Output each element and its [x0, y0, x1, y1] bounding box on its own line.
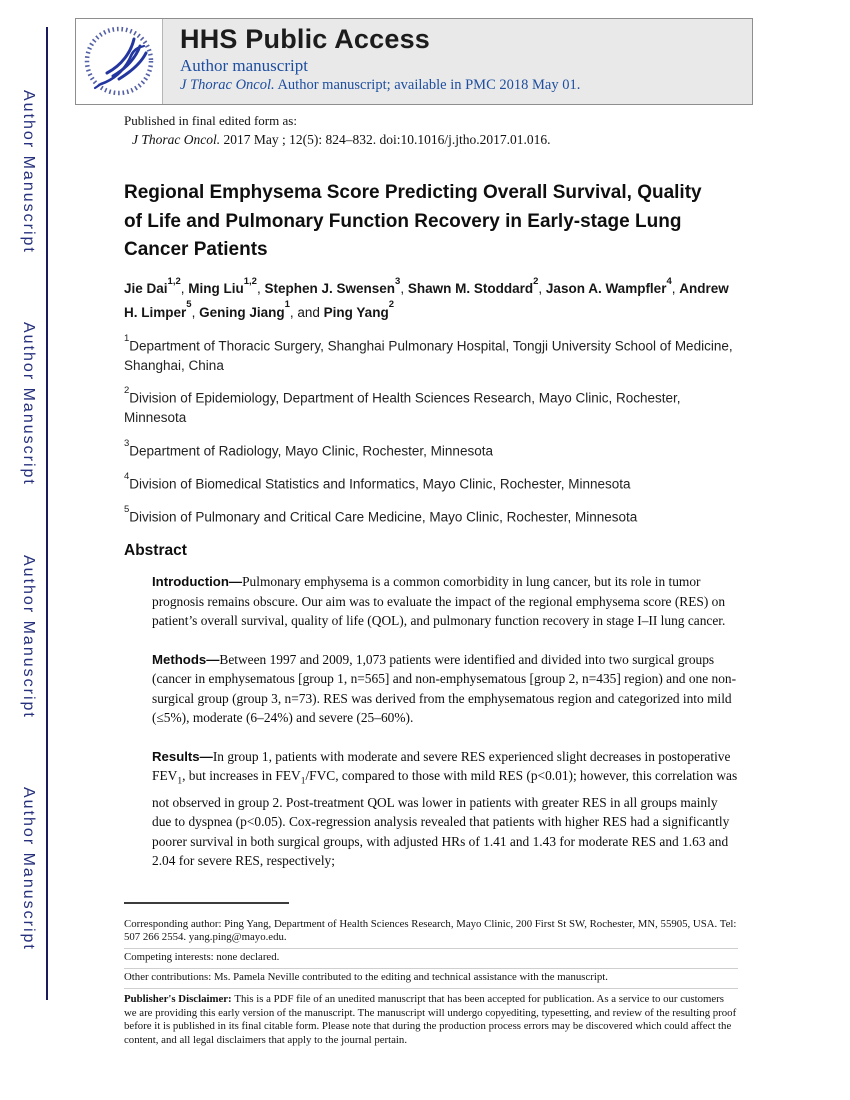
abstract-methods — [152, 650, 738, 735]
author-affiliation-marker: 5 — [186, 299, 192, 310]
banner-citation — [180, 77, 580, 94]
affiliation-marker: 4 — [124, 470, 130, 482]
footnote-text: Other contributions: Ms. Pamela Neville contributed to the editing and technical assistance with the manuscript. — [124, 971, 608, 984]
published-as-block — [124, 112, 753, 148]
author — [323, 299, 394, 320]
journal-name: J Thorac Oncol. — [132, 132, 221, 147]
text-run — [152, 652, 736, 726]
section-text — [152, 749, 737, 868]
author — [124, 275, 189, 296]
affiliation-marker: 5 — [124, 503, 130, 515]
footnote — [124, 948, 738, 968]
author — [264, 275, 408, 296]
footnote-entries — [124, 915, 738, 987]
author-separator: , — [180, 281, 189, 296]
section-label: Introduction— — [152, 574, 243, 589]
subscript: 1 — [177, 777, 183, 788]
author-name: Andrew H. Limper — [124, 281, 729, 320]
hhs-seal-icon — [82, 25, 156, 99]
affiliation — [124, 333, 738, 376]
affiliation-text: Department of Thoracic Surgery, Shanghai Pulmonary Hospital, Tongji University School of Medicine, Shanghai, China — [124, 338, 733, 373]
footnote-text: Competing interests: none declared. — [124, 951, 280, 964]
hhs-banner — [75, 18, 753, 105]
text: , but increases in FEV — [182, 768, 301, 784]
text: /FVC, compared to those with mild RES (p<0.01); however, this correlation was not observed in group 2. Post-treatment QOL was lower in patients with greater RES in all groups mainly due to dyspnea (p<0.05). Cox-regression analysis revealed that patients with higher RES had a significantly poorer survival in both surgical groups, with adjusted HRs of 1.41 and 1.43 for moderate RES and 1.63 and 2.04 for severe RES, respectively; — [152, 768, 738, 869]
author — [188, 275, 265, 296]
footnote-rule — [124, 902, 289, 904]
disclaimer-text: This is a PDF file of an unedited manuscript that has been accepted for publication. As a service to our customers we are providing this early version of the manuscript. The manuscript will undergo copyediting, typesetting, and review of the resulting proof before it is published in its final citable form. Please note that during the production process errors may be discovered which could affect the content, and all legal disclaimers that apply to the journal pertain. — [124, 992, 737, 1047]
author-name: Gening Jiang — [199, 304, 285, 320]
author-separator: , — [538, 281, 546, 296]
affiliation — [124, 385, 738, 428]
subscript: 1 — [300, 777, 306, 788]
manuscript-sidebar-rule — [46, 27, 48, 1000]
journal-name: J Thorac Oncol. — [180, 77, 275, 93]
author-affiliation-marker: 1,2 — [167, 275, 181, 287]
author-name: Stephen J. Swensen — [264, 281, 396, 296]
text: Pulmonary emphysema is a common comorbidity in lung cancer, but its role in tumor prognosis remains obscure. Our aim was to evaluate the impact of the regional emphysema score (RES) on patient’s overall survival, quality of life (QOL), and pulmonary function recovery in stage I–II lung cancer. — [152, 574, 726, 628]
citation-rest: Author manuscript; available in PMC 2018 May 01. — [274, 77, 581, 93]
banner-subtitle: Author manuscript — [180, 56, 308, 75]
author — [199, 299, 324, 320]
author-manuscript-watermark: Author Manuscript — [20, 787, 37, 951]
footnotes — [124, 902, 738, 1048]
footnote — [124, 968, 738, 988]
author — [407, 275, 546, 296]
article-title: Regional Emphysema Score Predicting Overall Survival, Quality of Life and Pulmonary Function Recovery in Early-stage Lung Cancer Patients — [124, 182, 702, 260]
banner-title: HHS Public Access — [180, 24, 430, 54]
affiliation-marker: 1 — [124, 332, 130, 344]
author-manuscript-watermark: Author Manuscript — [20, 555, 37, 719]
author-separator: , — [191, 304, 200, 320]
author-separator: , — [400, 281, 408, 296]
banner-text — [163, 19, 580, 104]
author-name: Shawn M. Stoddard — [407, 281, 534, 296]
abstract-introduction — [152, 572, 738, 637]
author-affiliation-marker: 2 — [533, 275, 539, 287]
published-as-lead: Published in final edited form as: — [124, 113, 297, 128]
citation-rest: 2017 May ; 12(5): 824–832. doi:10.1016/j.jtho.2017.01.016. — [220, 132, 551, 147]
affiliation-marker: 3 — [124, 437, 130, 449]
manuscript-page — [75, 18, 753, 1048]
author-affiliation-marker: 1 — [284, 299, 290, 310]
author-list — [124, 276, 738, 323]
affiliation-marker: 2 — [124, 385, 130, 396]
affiliation-text: Division of Pulmonary and Critical Care Medicine, Mayo Clinic, Rochester, Minnesota — [129, 509, 638, 524]
author-affiliation-marker: 2 — [388, 299, 394, 310]
footnote — [124, 915, 738, 948]
section-label: Results— — [152, 748, 213, 764]
hhs-logo-box — [76, 19, 163, 104]
affiliation — [124, 438, 738, 461]
author-separator: , — [256, 281, 265, 296]
author-manuscript-watermark: Author Manuscript — [20, 90, 37, 254]
abstract-results — [152, 747, 738, 877]
section-text — [152, 652, 736, 726]
author-affiliation-marker: 4 — [666, 275, 672, 287]
author-name: Jie Dai — [124, 281, 168, 296]
text-run — [182, 768, 306, 788]
author-name: Ping Yang — [323, 304, 389, 320]
author-name: Ming Liu — [188, 281, 244, 296]
affiliation — [124, 471, 738, 494]
affiliation-text: Division of Epidemiology, Department of Health Sciences Research, Mayo Clinic, Rochester, Minnesota — [124, 390, 681, 425]
published-as-citation — [132, 131, 753, 148]
affiliation — [124, 504, 738, 527]
affiliation-list — [75, 333, 753, 527]
author-separator: , — [671, 281, 680, 296]
author-manuscript-watermark: Author Manuscript — [20, 322, 37, 486]
author-affiliation-marker: 3 — [395, 275, 401, 287]
affiliation-text: Division of Biomedical Statistics and Informatics, Mayo Clinic, Rochester, Minnesota — [129, 476, 631, 491]
affiliation-text: Department of Radiology, Mayo Clinic, Rochester, Minnesota — [129, 443, 493, 458]
author — [545, 275, 680, 296]
text: In group 1, patients with moderate and severe RES experienced slight decreases in postoperative FEV — [152, 748, 731, 784]
author-name: Jason A. Wampfler — [545, 281, 667, 296]
text: Between 1997 and 2009, 1,073 patients were identified and divided into two surgical groups (cancer in emphysematous [group 1, n=565] and non-emphysematous [group 2, n=435] region) and one non-surgical group (group 3, n=73). RES was derived from the emphysematous region and categorized into mild (≤5%), moderate (6–24%) and severe (25–60%). — [152, 651, 737, 726]
abstract-heading: Abstract — [124, 541, 187, 559]
author-separator: , and — [289, 304, 324, 320]
disclaimer-label: Publisher's Disclaimer: — [124, 992, 235, 1005]
publisher-disclaimer — [124, 988, 738, 1048]
section-label: Methods— — [152, 651, 220, 667]
author-affiliation-marker: 1,2 — [243, 275, 257, 287]
footnote-text: Corresponding author: Ping Yang, Department of Health Sciences Research, Mayo Clinic, 200 First St SW, Rochester, MN, 55905, USA. Tel: 507 266 2554. yang.ping@mayo.edu. — [124, 917, 737, 944]
